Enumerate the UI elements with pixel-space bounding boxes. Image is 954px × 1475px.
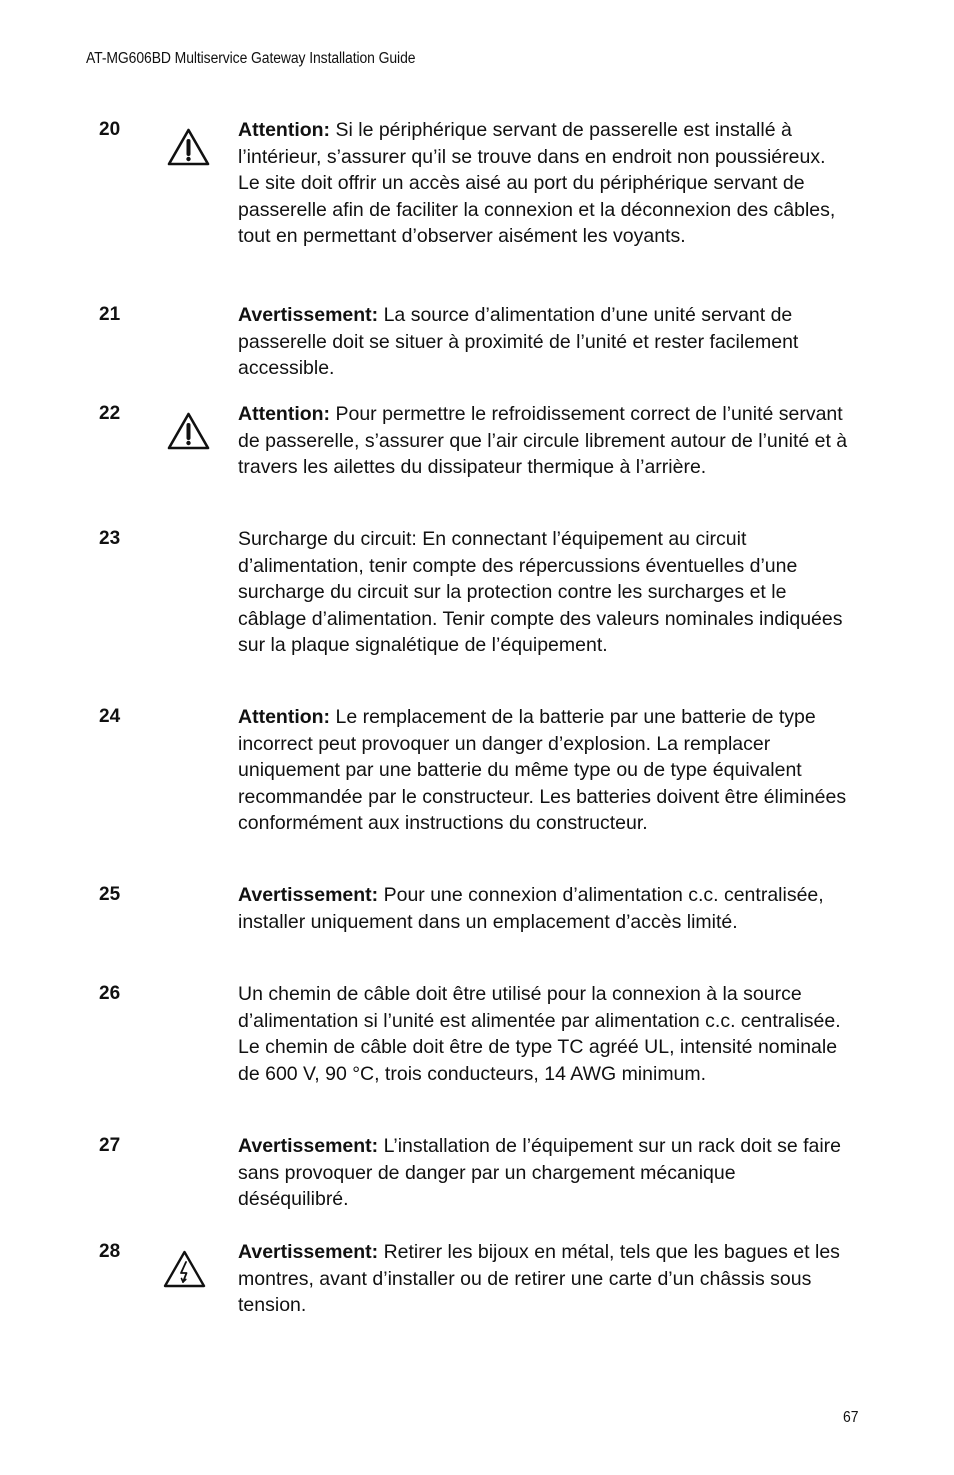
item-text bbox=[238, 117, 850, 250]
item-body: La source d’alimentation d’une unité servant de passerelle doit se situer à proximité de l’unité et rester facilement accessible. bbox=[238, 304, 799, 379]
item-number: 24 bbox=[99, 706, 121, 727]
electrical-hazard-icon bbox=[162, 1249, 207, 1289]
item-lead: Avertissement: bbox=[238, 884, 379, 906]
item-text bbox=[238, 704, 850, 837]
item-number: 25 bbox=[99, 884, 121, 905]
warning-triangle-icon bbox=[166, 127, 211, 167]
item-body: Surcharge du circuit: En connectant l’équipement au circuit d’alimentation, tenir compte des répercussions éventuelles d’une surcharge du circuit sur la protection contre les surcharges et le câblage d’alimentation. Tenir compte des valeurs nominales indiquées sur la plaque signalétique de l’équipement. bbox=[238, 528, 843, 656]
warning-triangle-icon bbox=[166, 411, 211, 451]
page-number: 67 bbox=[843, 1409, 859, 1426]
item-text bbox=[238, 882, 850, 935]
item-number: 26 bbox=[99, 983, 121, 1004]
item-body: Pour permettre le refroidissement correct de l’unité servant de passerelle, s’assurer que l’air circule librement autour de l’unité et à travers les ailettes du dissipateur thermique à l’arrière. bbox=[238, 403, 848, 478]
item-text bbox=[238, 401, 850, 481]
item-text bbox=[238, 526, 850, 659]
item-text bbox=[238, 1133, 850, 1213]
item-body: Retirer les bijoux en métal, tels que les bagues et les montres, avant d’installer ou de retirer une carte d’un châssis sous tension. bbox=[238, 1241, 840, 1316]
item-lead: Avertissement: bbox=[238, 304, 379, 326]
item-lead: Avertissement: bbox=[238, 1135, 379, 1157]
item-text bbox=[238, 302, 850, 382]
item-number: 22 bbox=[99, 403, 121, 424]
item-number: 20 bbox=[99, 119, 121, 140]
item-body: Pour une connexion d’alimentation c.c. centralisée, installer uniquement dans un emplacement d’accès limité. bbox=[238, 884, 824, 933]
item-lead: Attention: bbox=[238, 403, 331, 425]
running-header: AT-MG606BD Multiservice Gateway Installation Guide bbox=[86, 50, 416, 67]
item-number: 27 bbox=[99, 1135, 121, 1156]
item-body: L’installation de l’équipement sur un rack doit se faire sans provoquer de danger par un chargement mécanique déséquilibré. bbox=[238, 1135, 842, 1210]
item-body: Un chemin de câble doit être utilisé pour la connexion à la source d’alimentation si l’unité est alimentée par alimentation c.c. centralisée. Le chemin de câble doit être de type TC agréé UL, intensité nominale de 600 V, 90 °C, trois conducteurs, 14 AWG minimum. bbox=[238, 983, 841, 1085]
item-lead: Avertissement: bbox=[238, 1241, 379, 1263]
item-number: 21 bbox=[99, 304, 121, 325]
item-number: 23 bbox=[99, 528, 121, 549]
item-body: Si le périphérique servant de passerelle est installé à l’intérieur, s’assurer qu’il se trouve dans en endroit non poussiéreux. Le site doit offrir un accès aisé au port du périphérique servant de passerelle afin de faciliter la connexion et la déconnexion des câbles, tout en permettant d’observer aisément les voyants. bbox=[238, 119, 836, 247]
item-text bbox=[238, 1239, 850, 1319]
item-number: 28 bbox=[99, 1241, 121, 1262]
item-lead: Attention: bbox=[238, 119, 331, 141]
item-lead: Attention: bbox=[238, 706, 331, 728]
item-body: Le remplacement de la batterie par une batterie de type incorrect peut provoquer un danger d’explosion. La remplacer uniquement par une batterie du même type ou de type équivalent recommandée par le constructeur. Les batteries doivent être éliminées conformément aux instructions du constructeur. bbox=[238, 706, 847, 834]
item-text bbox=[238, 981, 850, 1087]
